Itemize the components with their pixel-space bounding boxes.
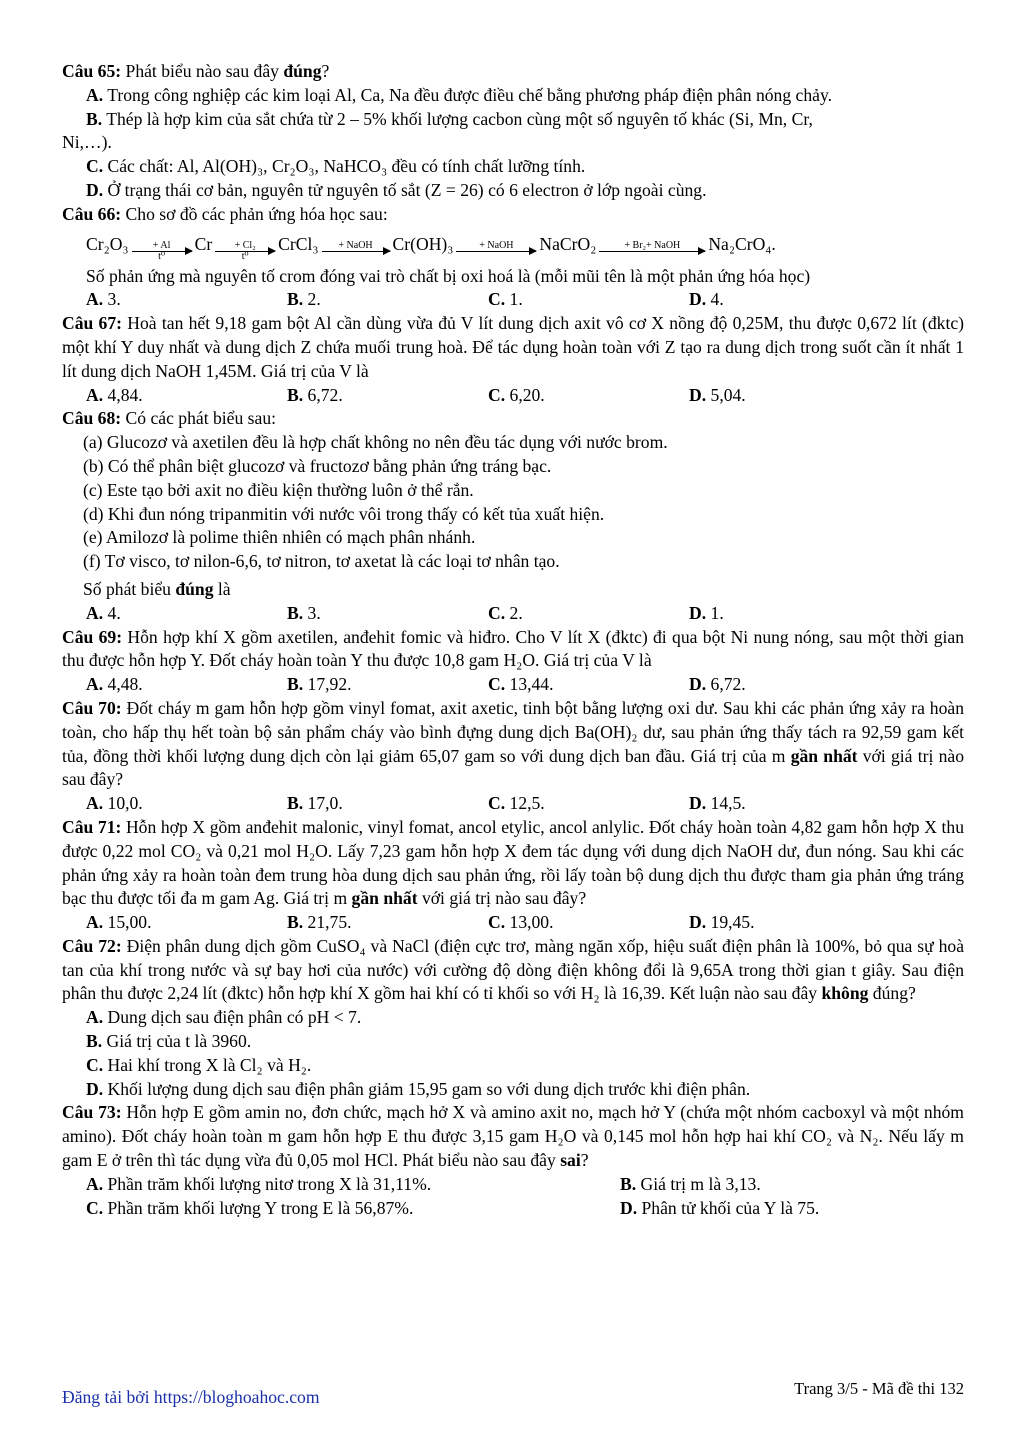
question-72: Câu 72: Điện phân dung dịch gồm CuSO₄ và NaCl (điện cực trơ, màng ngăn xốp, hiệu suất điện phân là 100%, bỏ qua sự hoà tan của khí trong nước và sự bay hơi của nước) với cường độ dòng điện không đổi là 9,65A trong thời gian t giây. Sau điện phân thu được 2,24 lít (đktc) hỗn hợp khí X gồm hai khí có tỉ khối so với H₂ là 16,39. Kết luận nào sau đây không đúng? [62, 935, 965, 1004]
species-na2cro4: Na₂CrO₄. [708, 233, 776, 254]
option-b: B. Giá trị của t là 3960. [86, 1031, 252, 1052]
statement-b: (b) Có thể phân biệt glucozơ và fructozơ bằng phản ứng tráng bạc. [83, 455, 552, 476]
footer-source-link[interactable]: Đăng tải bởi https://bloghoahoc.com [62, 1387, 320, 1407]
question-68-prompt: Số phát biểu đúng là [83, 578, 231, 599]
statement-d: (d) Khi đun nóng tripanmitin với nước vôi trong thấy có kết tủa xuất hiện. [83, 503, 605, 524]
statement-c: (c) Este tạo bởi axit no điều kiện thường luôn ở thể rắn. [83, 479, 474, 500]
option-a: A. Dung dịch sau điện phân có pH < 7. [86, 1007, 362, 1028]
option-a: A. 4. [86, 602, 121, 623]
question-66: Câu 66: Cho sơ đồ các phản ứng hóa học sau: [62, 203, 388, 224]
reaction-scheme [62, 227, 964, 265]
species-croh3: Cr(OH)₃ [392, 233, 454, 254]
option-c: C. 6,20. [488, 384, 545, 405]
option-b: B. 17,0. [287, 793, 343, 814]
options-row [62, 792, 964, 816]
option-a: A. Trong công nghiệp các kim loại Al, Ca, Na đều được điều chế bằng phương pháp điện phân nóng chảy. [86, 84, 833, 105]
question-69: Câu 69: Hỗn hợp khí X gồm axetilen, anđehit fomic và hiđro. Cho V lít X (đktc) đi qua bột Ni nung nóng, sau một thời gian thu được hỗn hợp Y. Đốt cháy hoàn toàn Y thu được 10,8 gam H₂O. Giá trị của V là [62, 626, 964, 671]
option-c: C. 1. [488, 289, 523, 310]
question-66-note: Số phản ứng mà nguyên tố crom đóng vai trò chất bị oxi hoá là (mỗi mũi tên là một phản ứng hóa học) [86, 265, 811, 286]
reaction-arrow-3: + NaOH [322, 241, 390, 262]
question-73: Câu 73: Hỗn hợp E gồm amin no, đơn chức, mạch hở X và amino axit no, mạch hở Y (chứa một nhóm cacboxyl và một nhóm amino). Đốt cháy hoàn toàn m gam hỗn hợp E thu được 3,15 gam H₂O và 0,145 mol hỗn hợp hai khí CO₂ và N₂. Nếu lấy m gam E ở trên thì tác dụng vừa đủ 0,05 mol HCl. Phát biểu nào sau đây sai? [62, 1102, 964, 1171]
option-b: B. 17,92. [287, 674, 352, 695]
footer-page-number: Trang 3/5 - Mã đề thi 132 [794, 1379, 964, 1398]
option-d: D. Khối lượng dung dịch sau điện phân giảm 15,95 gam so với dung dịch trước khi điện phân. [86, 1078, 751, 1099]
statement-e: (e) Amilozơ là polime thiên nhiên có mạch phân nhánh. [83, 527, 476, 548]
option-d: D. 1. [689, 602, 724, 623]
option-a: A. Phần trăm khối lượng nitơ trong X là 31,11%. [86, 1173, 432, 1194]
option-b: B. Thép là hợp kim của sắt chứa từ 2 – 5% khối lượng cacbon cùng một số nguyên tố khác (Si, Mn, Cr, [86, 108, 813, 129]
options-row [62, 602, 964, 626]
options-row [62, 1197, 964, 1221]
options-row [62, 1173, 964, 1197]
species-cr2o3: Cr₂O₃ [86, 233, 129, 254]
option-c: C. 2. [488, 602, 523, 623]
options-row [62, 384, 964, 408]
option-d: D. Phân tử khối của Y là 75. [620, 1197, 820, 1218]
option-a: A. 10,0. [86, 793, 143, 814]
reaction-arrow-5: + Br₂+ NaOH [599, 241, 705, 262]
question-68: Câu 68: Có các phát biểu sau: [62, 408, 277, 429]
options-row [62, 288, 964, 312]
option-c: C. 13,00. [488, 912, 554, 933]
question-65: Câu 65: Phát biểu nào sau đây đúng? [62, 61, 330, 81]
question-71: Câu 71: Hỗn hợp X gồm anđehit malonic, vinyl fomat, ancol etylic, ancol anlylic. Đốt cháy hoàn toàn 4,82 gam hỗn hợp X thu được 0,22 mol CO₂ và 0,21 mol H₂O. Lấy 7,23 gam hỗn hợp X đem tác dụng với dung dịch NaOH dư, đun nóng. Sau khi các phản ứng xảy ra hoàn toàn đem trung hòa dung dịch sau phản ứng, rồi lấy toàn bộ dung dịch thu được tham gia phản ứng tráng bạc thu được tối đa m gam Ag. Giá trị m gần nhất với giá trị nào sau đây? [62, 816, 964, 909]
reaction-arrow-1: + Al t⁰ [132, 241, 192, 262]
option-d: D. 4. [689, 289, 724, 310]
option-b: B. Giá trị m là 3,13. [620, 1173, 761, 1194]
species-crcl3: CrCl₃ [278, 233, 319, 254]
option-d: D. 14,5. [689, 793, 746, 814]
statement-a: (a) Glucozơ và axetilen đều là hợp chất không no nên đều tác dụng với nước brom. [83, 432, 668, 453]
question-70: Câu 70: Đốt cháy m gam hỗn hợp gồm vinyl fomat, axit axetic, tinh bột bằng lượng oxi dư. Sau khi các phản ứng xảy ra hoàn toàn, cho hấp thụ hết toàn bộ sản phẩm cháy vào bình đựng dung dịch Ba(OH)₂ dư, sau phản ứng thấy tách ra 92,59 gam kết tủa, đồng thời khối lượng dung dịch còn lại giảm 65,07 gam so với dung dịch ban đầu. Giá trị của m gần nhất với giá trị nào sau đây? [62, 697, 964, 790]
option-a: A. 4,84. [86, 384, 143, 405]
option-c: C. Các chất: Al, Al(OH)₃, Cr₂O₃, NaHCO₃ đều có tính chất lưỡng tính. [86, 156, 586, 177]
question-67: Câu 67: Hoà tan hết 9,18 gam bột Al cần dùng vừa đủ V lít dung dịch axit vô cơ X nồng độ 0,25M, thu được 0,672 lít (đktc) một khí Y duy nhất và dung dịch Z chứa muối trung hoà. Để tác dụng hoàn toàn với Z tạo ra dung dịch trong suốt cần ít nhất 1 lít dung dịch NaOH 1,45M. Giá trị của V là [62, 313, 964, 381]
option-b: B. 2. [287, 289, 321, 310]
option-c: C. Phần trăm khối lượng Y trong E là 56,87%. [86, 1197, 414, 1218]
exam-page [62, 60, 964, 1220]
option-a: A. 15,00. [86, 912, 152, 933]
option-d: D. 19,45. [689, 912, 755, 933]
options-row [62, 673, 964, 697]
species-nacro2: NaCrO₂ [539, 233, 597, 254]
option-b: B. 21,75. [287, 912, 352, 933]
option-a: A. 4,48. [86, 674, 143, 695]
statement-f: (f) Tơ visco, tơ nilon-6,6, tơ nitron, tơ axetat là các loại tơ nhân tạo. [83, 551, 560, 572]
reaction-arrow-2: + Cl₂ t⁰ [215, 241, 275, 262]
option-b-cont: Ni,…). [62, 132, 112, 153]
option-d: D. 5,04. [689, 384, 746, 405]
option-b: B. 6,72. [287, 384, 343, 405]
species-cr: Cr [194, 233, 213, 254]
option-b: B. 3. [287, 602, 321, 623]
option-d: D. Ở trạng thái cơ bản, nguyên tử nguyên tố sắt (Z = 26) có 6 electron ở lớp ngoài cùng. [86, 179, 707, 200]
options-row [62, 911, 964, 935]
option-c: C. 13,44. [488, 674, 554, 695]
reaction-arrow-4: + NaOH [456, 241, 536, 262]
option-a: A. 3. [86, 289, 121, 310]
option-d: D. 6,72. [689, 674, 746, 695]
option-c: C. Hai khí trong X là Cl₂ và H₂. [86, 1054, 312, 1075]
question-label: Câu 65: [62, 61, 122, 81]
option-c: C. 12,5. [488, 793, 545, 814]
